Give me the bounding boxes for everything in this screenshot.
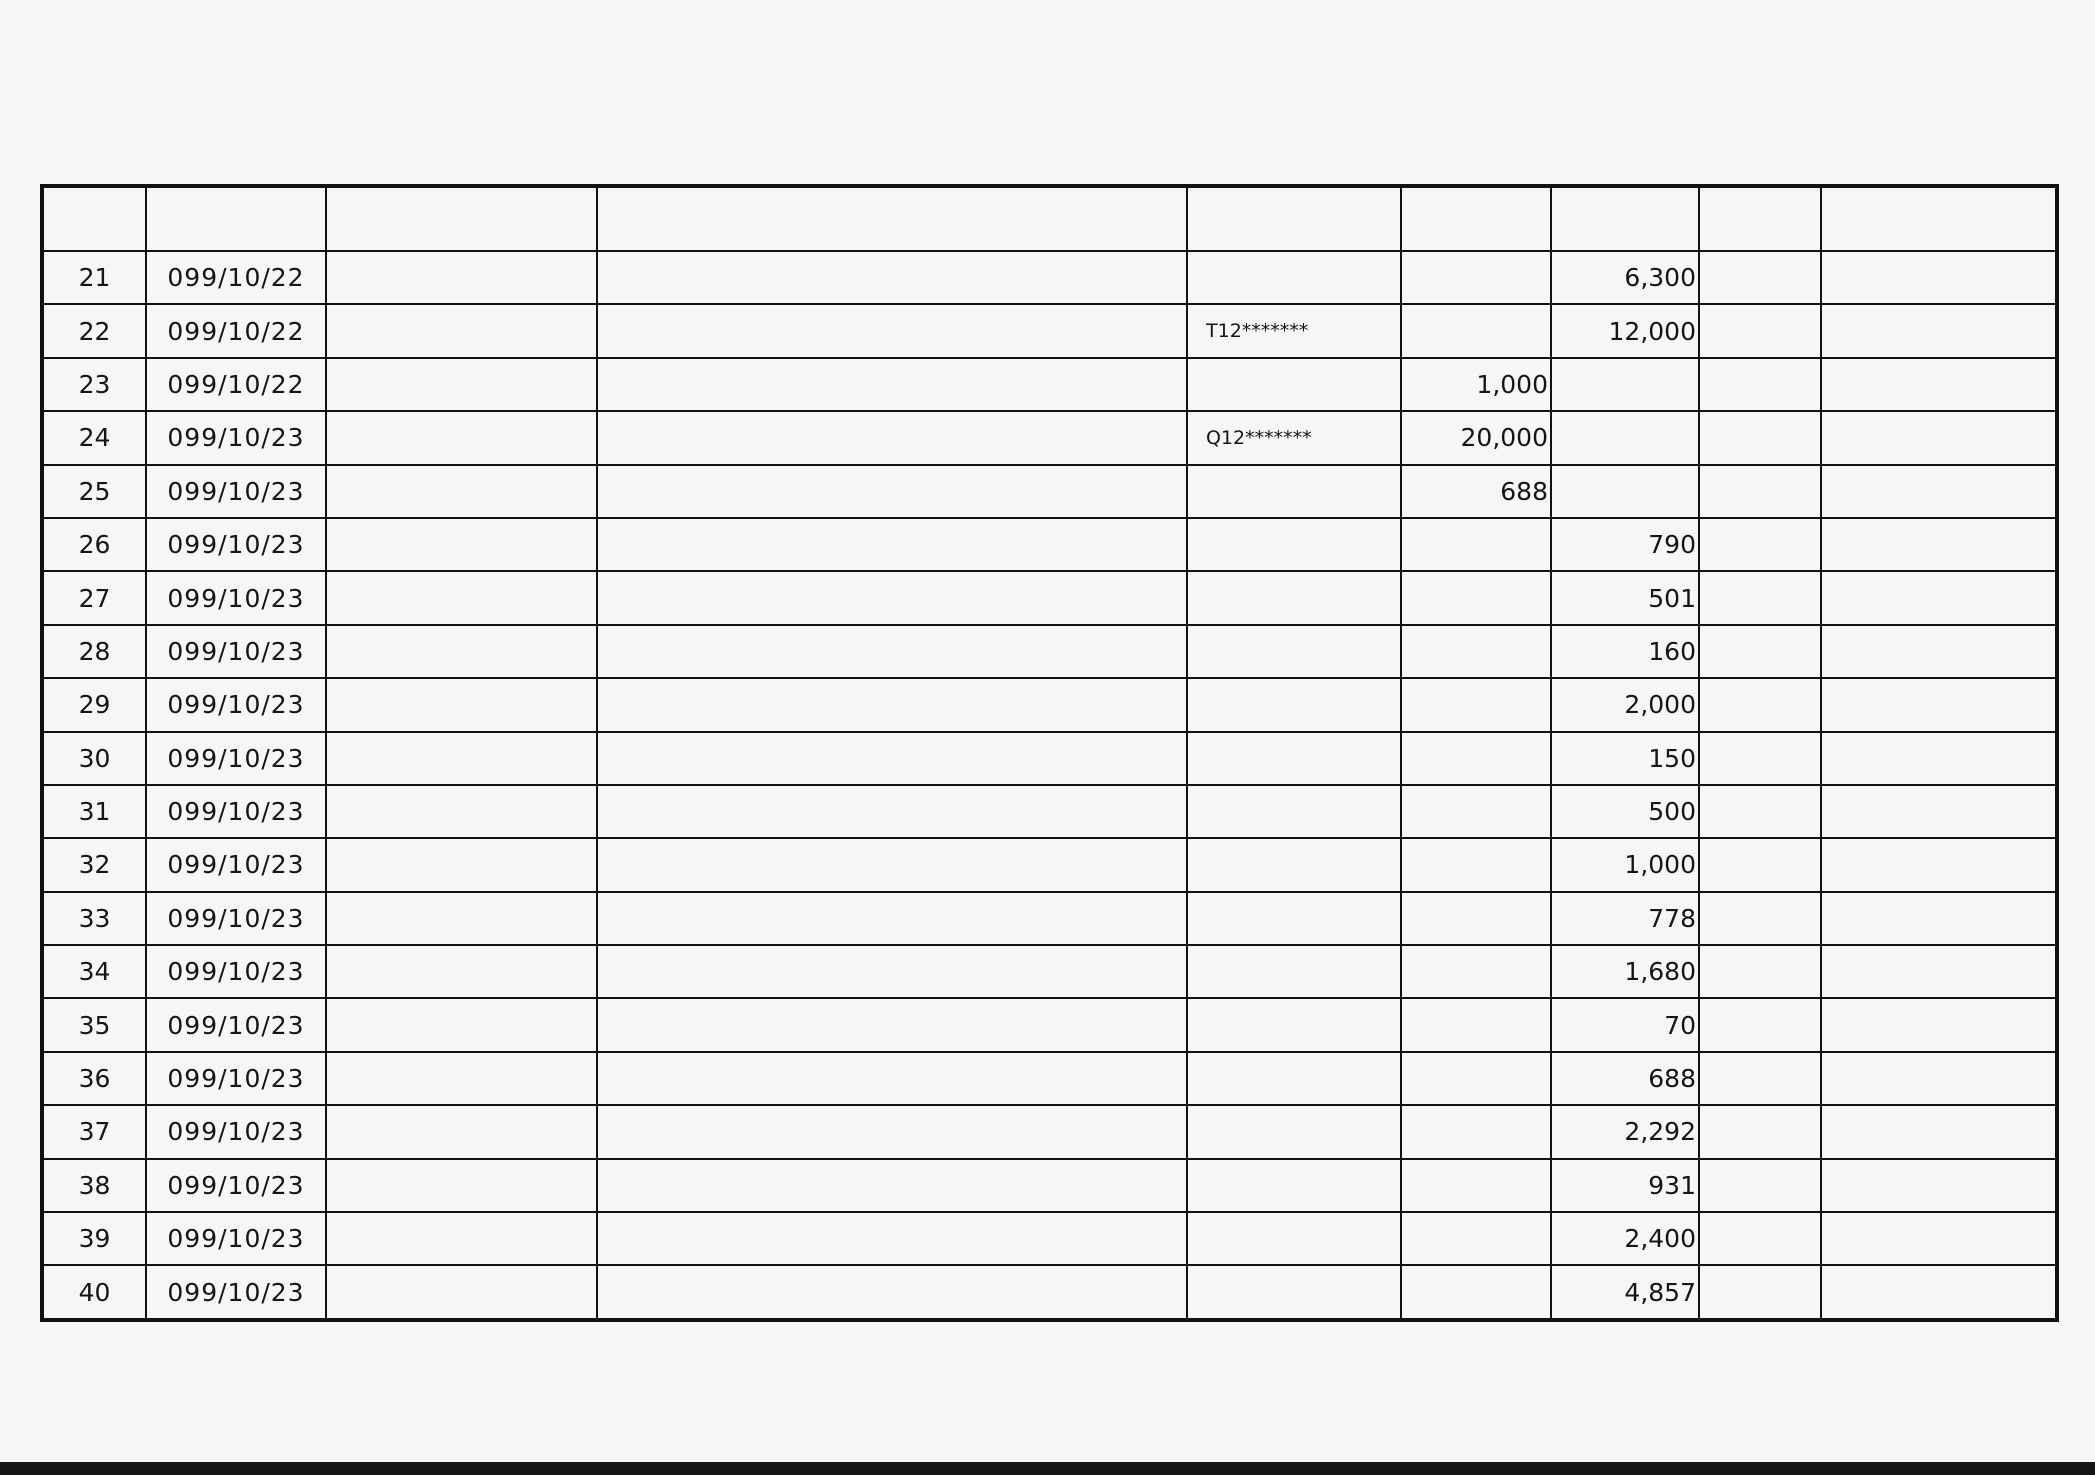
cell-income: [1401, 251, 1551, 304]
cell-address: [1821, 945, 2057, 998]
cell-cash: [1699, 251, 1821, 304]
table-row: [42, 998, 2057, 1051]
cell-category: [326, 892, 597, 945]
cell-party: [597, 465, 1187, 518]
cell-cash: [1699, 518, 1821, 571]
cell-date: 099/10/22: [146, 358, 326, 411]
cell-id: T12*******: [1187, 304, 1401, 357]
cell-address: [1821, 518, 2057, 571]
cell-address: [1821, 838, 2057, 891]
cell-category: [326, 411, 597, 464]
table-row: [42, 465, 2057, 518]
table-row: [42, 892, 2057, 945]
cell-category: [326, 945, 597, 998]
cell-id: [1187, 625, 1401, 678]
table-row: [42, 1159, 2057, 1212]
cell-date: 099/10/23: [146, 465, 326, 518]
cell-income: 20,000: [1401, 411, 1551, 464]
cell-expense: [1551, 411, 1699, 464]
cell-expense: 2,400: [1551, 1212, 1699, 1265]
cell-address: [1821, 1105, 2057, 1158]
cell-date: 099/10/23: [146, 1212, 326, 1265]
cell-address: [1821, 785, 2057, 838]
cell-income: [1401, 1212, 1551, 1265]
cell-party: [597, 1265, 1187, 1319]
cell-income: 1,000: [1401, 358, 1551, 411]
cell-address: [1821, 732, 2057, 785]
cell-category: [326, 304, 597, 357]
cell-party: [597, 251, 1187, 304]
cell-date: 099/10/23: [146, 998, 326, 1051]
cell-cash: [1699, 358, 1821, 411]
cell-date: 099/10/23: [146, 571, 326, 624]
cell-id: [1187, 518, 1401, 571]
cell-address: [1821, 1212, 2057, 1265]
cell-party: [597, 892, 1187, 945]
cell-category: [326, 732, 597, 785]
cell-expense: 778: [1551, 892, 1699, 945]
cell-id: [1187, 1105, 1401, 1158]
cell-cash: [1699, 625, 1821, 678]
cell-id: [1187, 998, 1401, 1051]
cell-no: 25: [42, 465, 146, 518]
cell-expense: 688: [1551, 1052, 1699, 1105]
cell-no: 30: [42, 732, 146, 785]
cell-income: 688: [1401, 465, 1551, 518]
cell-category: [326, 1105, 597, 1158]
cell-party: [597, 358, 1187, 411]
table-row: [42, 732, 2057, 785]
cell-date: 099/10/23: [146, 1105, 326, 1158]
cell-cash: [1699, 1212, 1821, 1265]
cell-address: [1821, 678, 2057, 731]
cell-cash: [1699, 571, 1821, 624]
cell-income: [1401, 1265, 1551, 1319]
cell-no: 29: [42, 678, 146, 731]
table-row: [42, 945, 2057, 998]
cell-address: [1821, 1265, 2057, 1319]
cell-no: 35: [42, 998, 146, 1051]
cell-party: [597, 1212, 1187, 1265]
column-header-no: [42, 186, 146, 251]
cell-no: 27: [42, 571, 146, 624]
cell-party: [597, 1159, 1187, 1212]
cell-date: 099/10/23: [146, 945, 326, 998]
table-row: [42, 625, 2057, 678]
cell-income: [1401, 1052, 1551, 1105]
cell-category: [326, 998, 597, 1051]
cell-expense: 70: [1551, 998, 1699, 1051]
cell-address: [1821, 304, 2057, 357]
cell-no: 32: [42, 838, 146, 891]
cell-date: 099/10/23: [146, 678, 326, 731]
cell-party: [597, 411, 1187, 464]
column-header-party: [597, 186, 1187, 251]
cell-address: [1821, 571, 2057, 624]
cell-income: [1401, 892, 1551, 945]
records-table: [40, 184, 2059, 1322]
cell-category: [326, 785, 597, 838]
cell-expense: 501: [1551, 571, 1699, 624]
table-body: [42, 251, 2057, 1320]
cell-income: [1401, 518, 1551, 571]
cell-party: [597, 732, 1187, 785]
cell-category: [326, 358, 597, 411]
cell-expense: 4,857: [1551, 1265, 1699, 1319]
cell-no: 22: [42, 304, 146, 357]
cell-date: 099/10/23: [146, 1265, 326, 1319]
cell-no: 38: [42, 1159, 146, 1212]
table-row: [42, 251, 2057, 304]
cell-income: [1401, 625, 1551, 678]
cell-id: [1187, 1052, 1401, 1105]
cell-category: [326, 625, 597, 678]
cell-cash: [1699, 785, 1821, 838]
cell-expense: 2,000: [1551, 678, 1699, 731]
cell-income: [1401, 571, 1551, 624]
cell-no: 23: [42, 358, 146, 411]
cell-party: [597, 625, 1187, 678]
cell-category: [326, 1052, 597, 1105]
cell-expense: 1,000: [1551, 838, 1699, 891]
cell-expense: 2,292: [1551, 1105, 1699, 1158]
cell-date: 099/10/22: [146, 304, 326, 357]
cell-income: [1401, 945, 1551, 998]
cell-expense: 160: [1551, 625, 1699, 678]
cell-address: [1821, 625, 2057, 678]
column-header-cash: [1699, 186, 1821, 251]
table-row: [42, 1265, 2057, 1319]
cell-no: 26: [42, 518, 146, 571]
cell-id: [1187, 732, 1401, 785]
cell-cash: [1699, 1105, 1821, 1158]
cell-id: [1187, 1159, 1401, 1212]
cell-id: [1187, 892, 1401, 945]
cell-id: [1187, 678, 1401, 731]
cell-address: [1821, 358, 2057, 411]
cell-party: [597, 1105, 1187, 1158]
column-header-category: [326, 186, 597, 251]
table-row: [42, 358, 2057, 411]
cell-cash: [1699, 838, 1821, 891]
cell-date: 099/10/23: [146, 732, 326, 785]
cell-category: [326, 518, 597, 571]
cell-party: [597, 571, 1187, 624]
cell-id: [1187, 945, 1401, 998]
table-row: [42, 571, 2057, 624]
cell-category: [326, 838, 597, 891]
cell-income: [1401, 785, 1551, 838]
cell-income: [1401, 1105, 1551, 1158]
cell-category: [326, 571, 597, 624]
cell-income: [1401, 678, 1551, 731]
cell-date: 099/10/23: [146, 892, 326, 945]
cell-address: [1821, 411, 2057, 464]
cell-party: [597, 304, 1187, 357]
cell-date: 099/10/23: [146, 411, 326, 464]
cell-no: 34: [42, 945, 146, 998]
cell-party: [597, 785, 1187, 838]
cell-expense: [1551, 465, 1699, 518]
column-header-date: [146, 186, 326, 251]
cell-no: 40: [42, 1265, 146, 1319]
cell-income: [1401, 838, 1551, 891]
cell-id: [1187, 251, 1401, 304]
cell-expense: 790: [1551, 518, 1699, 571]
cell-date: 099/10/22: [146, 251, 326, 304]
cell-income: [1401, 998, 1551, 1051]
cell-expense: 931: [1551, 1159, 1699, 1212]
cell-date: 099/10/23: [146, 1159, 326, 1212]
cell-address: [1821, 251, 2057, 304]
table-row: [42, 1212, 2057, 1265]
cell-category: [326, 1212, 597, 1265]
cell-cash: [1699, 945, 1821, 998]
cell-date: 099/10/23: [146, 518, 326, 571]
cell-id: [1187, 358, 1401, 411]
cell-category: [326, 251, 597, 304]
cell-no: 31: [42, 785, 146, 838]
table-row: [42, 1105, 2057, 1158]
cell-no: 21: [42, 251, 146, 304]
column-header-address: [1821, 186, 2057, 251]
cell-expense: 6,300: [1551, 251, 1699, 304]
cell-category: [326, 1265, 597, 1319]
cell-category: [326, 465, 597, 518]
cell-id: Q12*******: [1187, 411, 1401, 464]
cell-income: [1401, 304, 1551, 357]
column-header-income: [1401, 186, 1551, 251]
cell-cash: [1699, 465, 1821, 518]
cell-cash: [1699, 1052, 1821, 1105]
cell-party: [597, 1052, 1187, 1105]
cell-cash: [1699, 411, 1821, 464]
cell-date: 099/10/23: [146, 625, 326, 678]
table-row: [42, 838, 2057, 891]
cell-address: [1821, 892, 2057, 945]
column-header-id: [1187, 186, 1401, 251]
cell-cash: [1699, 1159, 1821, 1212]
cell-party: [597, 998, 1187, 1051]
cell-address: [1821, 1159, 2057, 1212]
cell-no: 39: [42, 1212, 146, 1265]
table-row: [42, 518, 2057, 571]
cell-date: 099/10/23: [146, 1052, 326, 1105]
table-row: [42, 785, 2057, 838]
cell-no: 28: [42, 625, 146, 678]
scan-edge-band: [0, 1462, 2095, 1475]
cell-id: [1187, 1265, 1401, 1319]
cell-id: [1187, 571, 1401, 624]
column-header-expense: [1551, 186, 1699, 251]
cell-cash: [1699, 998, 1821, 1051]
cell-id: [1187, 838, 1401, 891]
cell-party: [597, 945, 1187, 998]
table-row: [42, 678, 2057, 731]
table-header-row: [42, 186, 2057, 251]
cell-address: [1821, 1052, 2057, 1105]
cell-income: [1401, 732, 1551, 785]
cell-id: [1187, 465, 1401, 518]
cell-expense: 12,000: [1551, 304, 1699, 357]
cell-date: 099/10/23: [146, 785, 326, 838]
cell-address: [1821, 998, 2057, 1051]
cell-id: [1187, 1212, 1401, 1265]
cell-no: 24: [42, 411, 146, 464]
cell-id: [1187, 785, 1401, 838]
cell-cash: [1699, 678, 1821, 731]
cell-cash: [1699, 892, 1821, 945]
cell-no: 36: [42, 1052, 146, 1105]
cell-income: [1401, 1159, 1551, 1212]
table-row: [42, 304, 2057, 357]
cell-party: [597, 838, 1187, 891]
cell-expense: 1,680: [1551, 945, 1699, 998]
cell-expense: 150: [1551, 732, 1699, 785]
table-row: [42, 1052, 2057, 1105]
cell-cash: [1699, 732, 1821, 785]
cell-no: 33: [42, 892, 146, 945]
table-row: [42, 411, 2057, 464]
cell-date: 099/10/23: [146, 838, 326, 891]
cell-expense: [1551, 358, 1699, 411]
cell-expense: 500: [1551, 785, 1699, 838]
cell-party: [597, 678, 1187, 731]
cell-party: [597, 518, 1187, 571]
cell-category: [326, 1159, 597, 1212]
cell-cash: [1699, 304, 1821, 357]
cell-address: [1821, 465, 2057, 518]
cell-cash: [1699, 1265, 1821, 1319]
cell-no: 37: [42, 1105, 146, 1158]
cell-category: [326, 678, 597, 731]
